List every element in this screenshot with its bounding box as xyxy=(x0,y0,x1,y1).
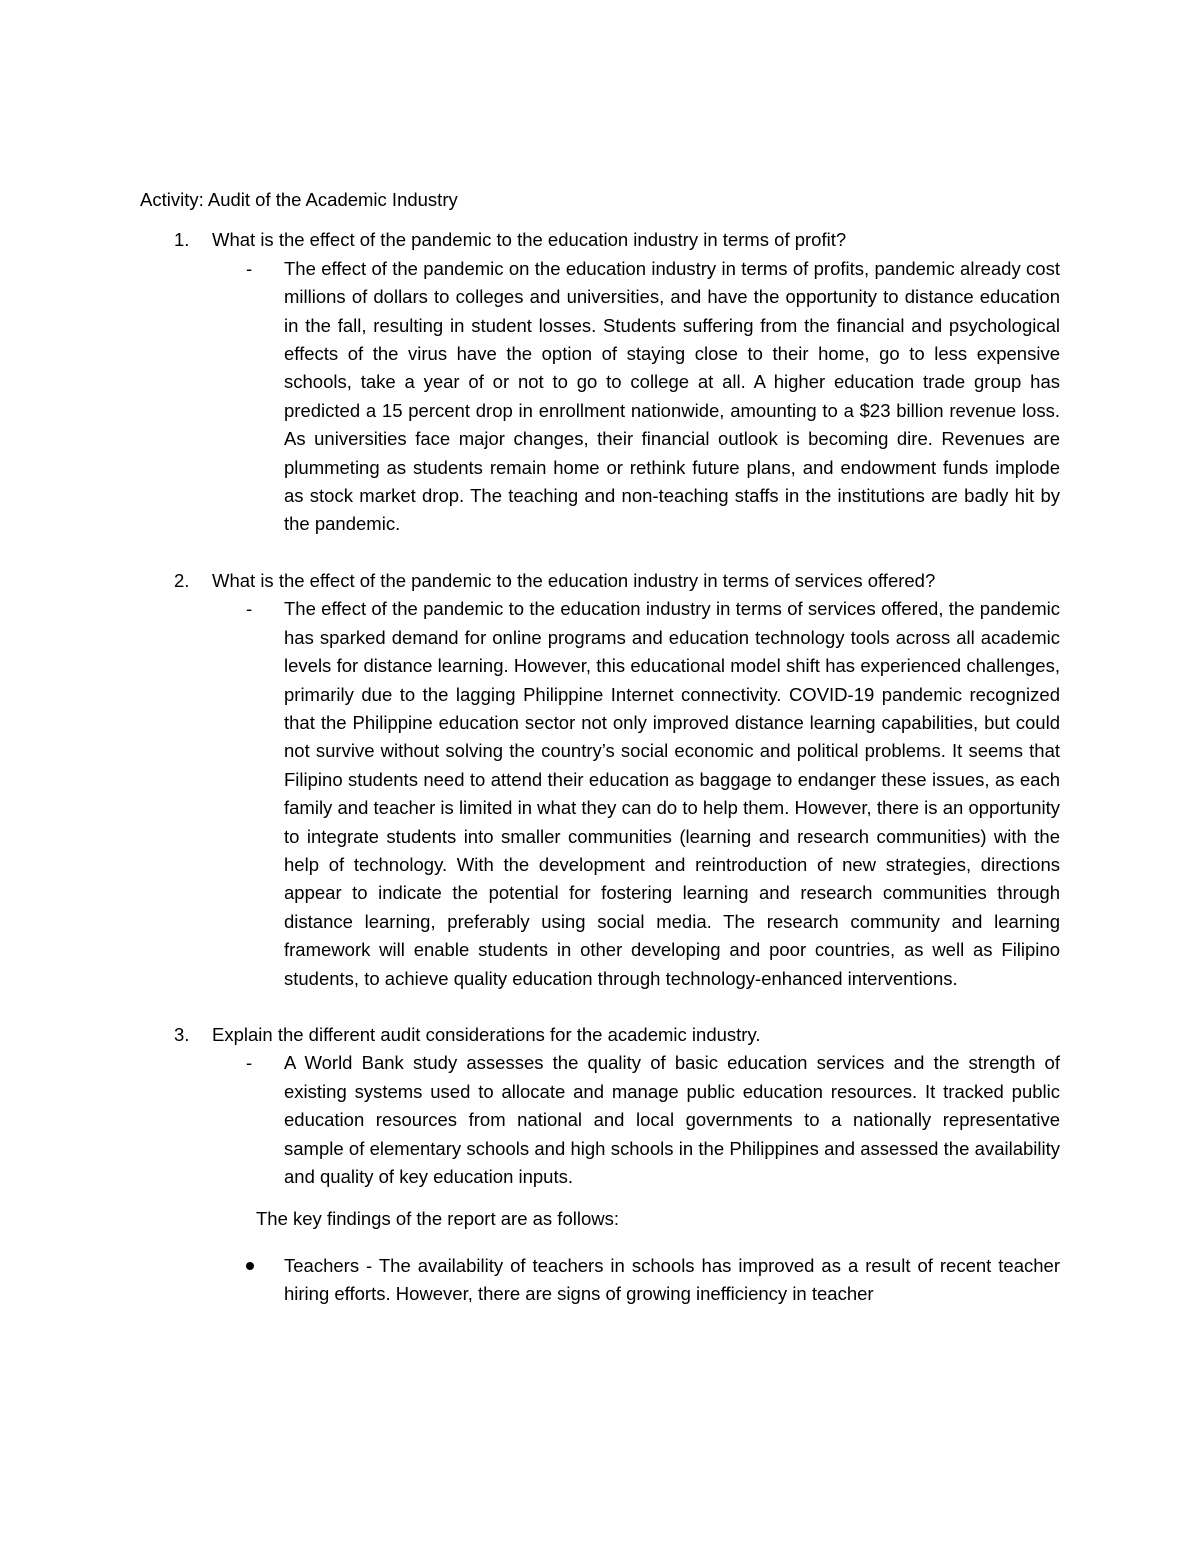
answer-text: The effect of the pandemic on the education industry in terms of profits, pandemic already cost millions of dollars to colleges and universities, and have the opportunity to distance education in the fall, resulting in student losses. Students suffering from the financial and psychological effects of the virus have the option of staying close to their home, go to less expensive schools, take a year of or not to go to college at all. A higher education trade group has predicted a 15 percent drop in enrollment nationwide, amounting to a $23 billion revenue loss. As universities face major changes, their financial outlook is becoming dire. Revenues are plummeting as students remain home or rethink future plans, and endowment funds implode as stock market drop. The teaching and non-teaching staffs in the institutions are badly hit by the pandemic. xyxy=(284,257,1060,535)
dash-marker: - xyxy=(246,1052,253,1074)
document-body xyxy=(140,186,1060,1309)
finding-text: Teachers - The availability of teachers in schools has improved as a result of recent teacher hiring efforts. However, there are signs of growing inefficiency in teacher xyxy=(284,1254,1060,1305)
question-block-3 xyxy=(140,1021,1060,1191)
question-2 xyxy=(140,567,1060,595)
question-block-1 xyxy=(140,226,1060,538)
spacer xyxy=(140,993,1060,1021)
question-block-2 xyxy=(140,567,1060,993)
question-text: What is the effect of the pandemic to the education industry in terms of services offered? xyxy=(212,569,936,591)
answer-3 xyxy=(140,1049,1060,1191)
finding-item xyxy=(140,1252,1060,1309)
answer-2 xyxy=(140,595,1060,993)
document-title: Activity: Audit of the Academic Industry xyxy=(140,189,458,210)
question-3 xyxy=(140,1021,1060,1049)
question-number: 1. xyxy=(174,229,190,251)
question-text: Explain the different audit considerations for the academic industry. xyxy=(212,1023,761,1045)
question-number: 3. xyxy=(174,1023,190,1045)
question-1 xyxy=(140,226,1060,254)
dash-marker: - xyxy=(246,257,253,279)
bullet-icon xyxy=(246,1262,254,1270)
answer-1 xyxy=(140,255,1060,539)
spacer xyxy=(140,539,1060,567)
question-text: What is the effect of the pandemic to the education industry in terms of profit? xyxy=(212,229,847,251)
dash-marker: - xyxy=(246,598,253,620)
question-number: 2. xyxy=(174,569,190,591)
answer-text: The effect of the pandemic to the education industry in terms of services offered, the pandemic has sparked demand for online programs and education technology tools across all academic levels for distance learning. However, this educational model shift has experienced challenges, primarily due to the lagging Philippine Internet connectivity. COVID-19 pandemic recognized that the Philippine education sector not only improved distance learning capabilities, but could not survive without solving the country’s social economic and political problems. It seems that Filipino students need to attend their education as baggage to endanger these issues, as each family and teacher is limited in what they can do to help them. However, there is an opportunity to integrate students into smaller communities (learning and research communities) with the help of technology. With the development and reintroduction of new strategies, directions appear to indicate the potential for fostering learning and research communities through distance learning, preferably using social media. The research community and learning framework will enable students in other developing and poor countries, as well as Filipino students, to achieve quality education through technology-enhanced interventions. xyxy=(284,598,1060,989)
answer-text: A World Bank study assesses the quality of basic education services and the strength of existing systems used to allocate and manage public education resources. It tracked public education resources from national and local governments to a nationally representative sample of elementary schools and high schools in the Philippines and assessed the availability and quality of key education inputs. xyxy=(284,1052,1060,1187)
findings-intro: The key findings of the report are as follows: xyxy=(256,1208,619,1230)
